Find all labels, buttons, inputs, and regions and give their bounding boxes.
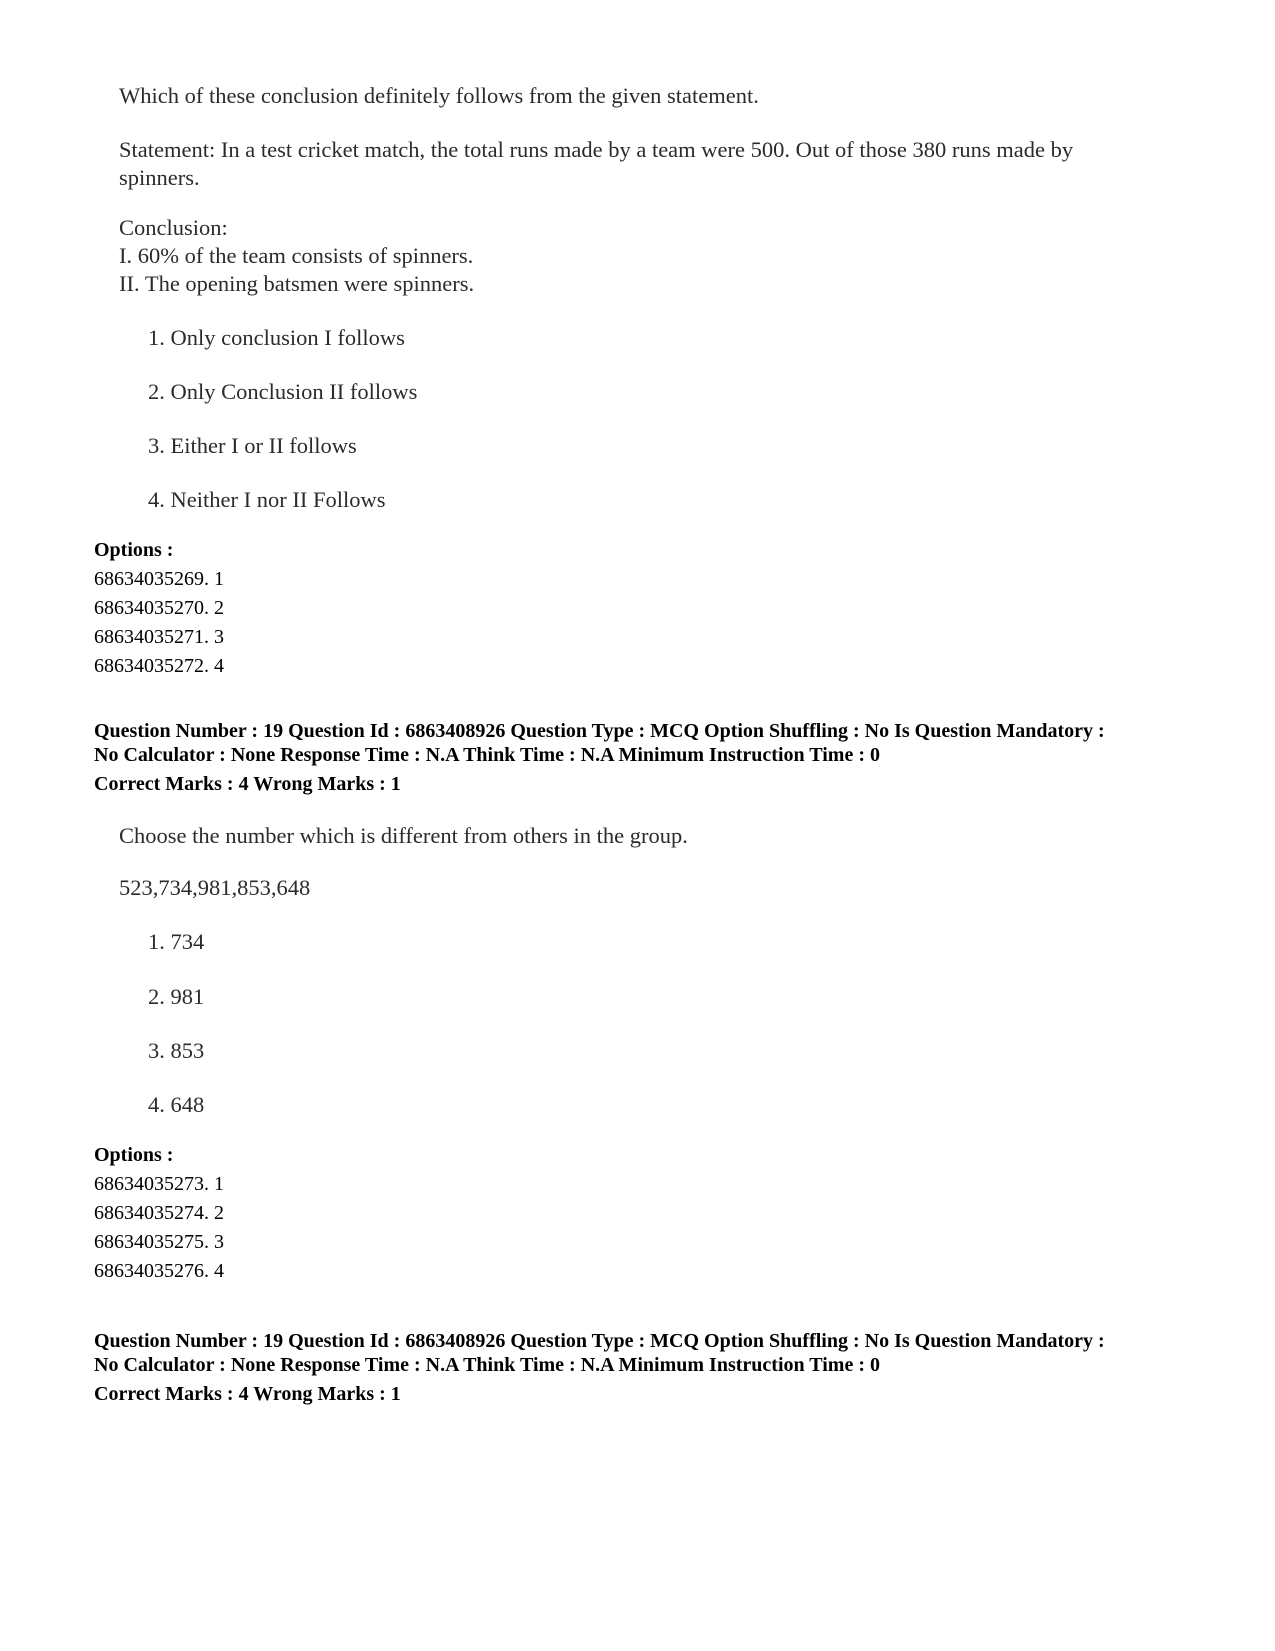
option-id-line: 68634035273. 1 — [94, 1173, 224, 1195]
question-meta-line: Question Number : 19 Question Id : 6863408926 Question Type : MCQ Option Shuffling : No Is Question Mandatory : — [94, 1330, 1105, 1352]
conclusion-heading: Conclusion: — [119, 215, 228, 240]
question-meta-line: No Calculator : None Response Time : N.A Think Time : N.A Minimum Instruction Time : 0 — [94, 744, 880, 766]
answer-choice: 4. 648 — [148, 1092, 205, 1117]
answer-choice: 1. Only conclusion I follows — [148, 325, 405, 350]
answer-choice: 3. 853 — [148, 1038, 205, 1063]
options-label: Options : — [94, 1144, 174, 1166]
answer-choice: 1. 734 — [148, 929, 205, 954]
option-id-line: 68634035276. 4 — [94, 1260, 224, 1282]
answer-choice: 2. Only Conclusion II follows — [148, 379, 418, 404]
question-meta-line: No Calculator : None Response Time : N.A Think Time : N.A Minimum Instruction Time : 0 — [94, 1354, 880, 1376]
option-id-line: 68634035274. 2 — [94, 1202, 224, 1224]
option-id-line: 68634035272. 4 — [94, 655, 224, 677]
answer-choice: 3. Either I or II follows — [148, 433, 357, 458]
option-id-line: 68634035270. 2 — [94, 597, 224, 619]
options-label: Options : — [94, 539, 174, 561]
option-id-line: 68634035275. 3 — [94, 1231, 224, 1253]
conclusion-item: II. The opening batsmen were spinners. — [119, 271, 475, 296]
question-marks-line: Correct Marks : 4 Wrong Marks : 1 — [94, 1383, 401, 1405]
option-id-line: 68634035271. 3 — [94, 626, 224, 648]
question-marks-line: Correct Marks : 4 Wrong Marks : 1 — [94, 773, 401, 795]
question-meta-line: Question Number : 19 Question Id : 6863408926 Question Type : MCQ Option Shuffling : No Is Question Mandatory : — [94, 720, 1105, 742]
option-id-line: 68634035269. 1 — [94, 568, 224, 590]
conclusion-item: I. 60% of the team consists of spinners. — [119, 243, 474, 268]
question-statement: Statement: In a test cricket match, the total runs made by a team were 500. Out of those 380 runs made by spinners. — [119, 137, 1074, 190]
number-group: 523,734,981,853,648 — [119, 875, 311, 900]
answer-choice: 4. Neither I nor II Follows — [148, 487, 386, 512]
answer-choice: 2. 981 — [148, 984, 205, 1009]
question-prompt: Which of these conclusion definitely follows from the given statement. — [119, 83, 759, 108]
question-prompt: Choose the number which is different from others in the group. — [119, 823, 688, 848]
